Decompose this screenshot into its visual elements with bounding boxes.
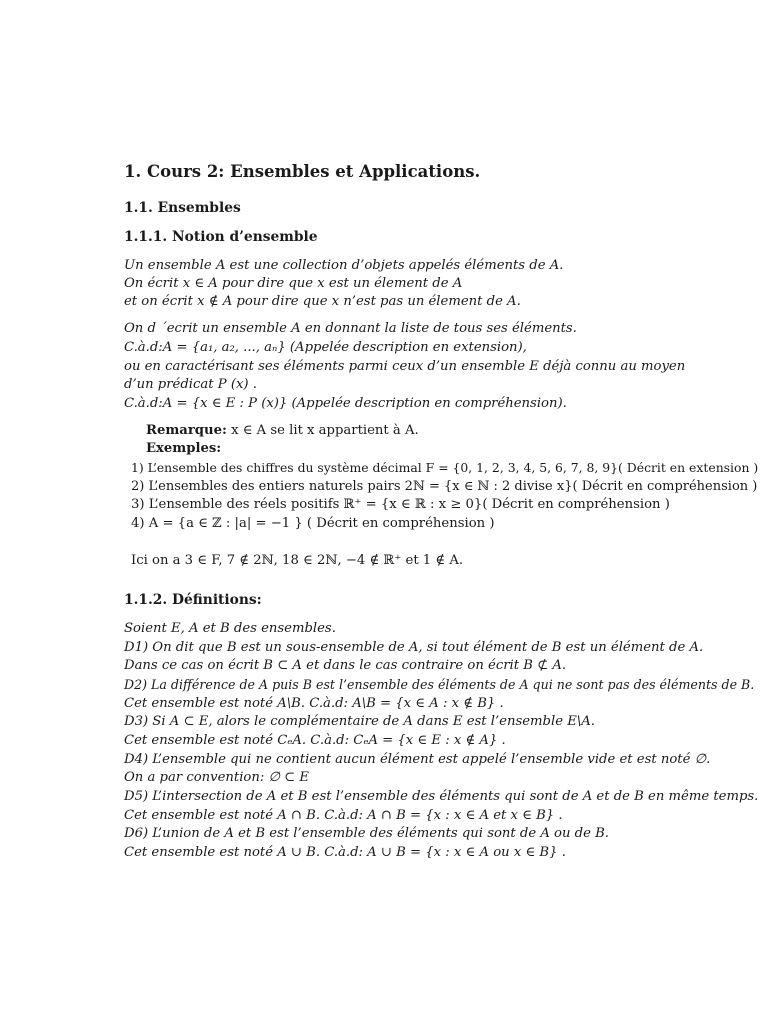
definition-line: D3) Si A ⊂ E, alors le complémentaire de A dans E est l’ensemble E\A.: [124, 714, 596, 729]
description-line: C.à.d:A = {x ∈ E : P (x)} (Appelée description en compréhension).: [124, 396, 567, 411]
definition-line: D4) L’ensemble qui ne contient aucun élément est appelé l’ensemble vide et est noté ∅.: [124, 752, 711, 767]
definition-line: D6) L’union de A et B est l’ensemble des éléments qui sont de A ou de B.: [124, 826, 609, 841]
definition-line: Cet ensemble est noté CₑA. C.à.d: CₑA = {x ∈ E : x ∉ A} .: [124, 733, 506, 748]
definition-line: Cet ensemble est noté A ∪ B. C.à.d: A ∪ B = {x : x ∈ A ou x ∈ B} .: [124, 845, 566, 860]
description-line: C.à.d:A = {a₁, a₂, ..., aₙ} (Appelée description en extension),: [124, 340, 527, 355]
description-line: ou en caractérisant ses éléments parmi ceux d’un ensemble E déjà connu au moyen: [124, 359, 686, 374]
remarque-label: Remarque:: [146, 423, 227, 438]
ici-line: Ici on a 3 ∈ F, 7 ∉ 2ℕ, 18 ∈ 2ℕ, −4 ∉ ℝ⁺ et 1 ∉ A.: [131, 553, 464, 568]
notion-line: Un ensemble A est une collection d’objets appelés éléments de A.: [124, 258, 564, 273]
exemples-label: Exemples:: [146, 441, 222, 456]
subsection-heading-definitions: 1.1.2. Définitions:: [124, 592, 262, 608]
definition-line: Dans ce cas on écrit B ⊂ A et dans le cas contraire on écrit B ⊄ A.: [124, 658, 567, 673]
section-heading: 1.1. Ensembles: [124, 200, 241, 216]
notion-line: On écrit x ∈ A pour dire que x est un élement de A: [124, 276, 463, 291]
description-line: d’un prédicat P (x) .: [124, 377, 257, 392]
definition-line: D2) La différence de A puis B est l’ensemble des éléments de A qui ne sont pas des éléments de B.: [124, 677, 755, 692]
definition-line: D5) L’intersection de A et B est l’ensemble des éléments qui sont de A et de B en même temps.: [124, 789, 759, 804]
subsection-heading-notion: 1.1.1. Notion d’ensemble: [124, 229, 318, 245]
exemple-item: 3) L’ensemble des réels positifs ℝ⁺ = {x ∈ ℝ : x ≥ 0}( Décrit en compréhension ): [131, 497, 670, 512]
exemple-item: 1) L’ensemble des chiffres du système décimal F = {0, 1, 2, 3, 4, 5, 6, 7, 8, 9}( Décrit en extension ): [131, 460, 759, 475]
definition-line: Cet ensemble est noté A\B. C.à.d: A\B = {x ∈ A : x ∉ B} .: [124, 696, 504, 711]
remarque-text: x ∈ A se lit x appartient à A.: [226, 423, 419, 438]
definition-line: On a par convention: ∅ ⊂ E: [124, 770, 310, 785]
exemple-item: 4) A = {a ∈ ℤ : |a| = −1 } ( Décrit en compréhension ): [131, 516, 495, 531]
definition-line: Soient E, A et B des ensembles.: [124, 621, 336, 636]
remarque-line: [146, 422, 419, 440]
definition-line: Cet ensemble est noté A ∩ B. C.à.d: A ∩ B = {x : x ∈ A et x ∈ B} .: [124, 808, 563, 823]
page-title: 1. Cours 2: Ensembles et Applications.: [124, 162, 481, 181]
description-line: On d ´ecrit un ensemble A en donnant la liste de tous ses éléments.: [124, 321, 577, 336]
definition-line: D1) On dit que B est un sous-ensemble de A, si tout élément de B est un élément de A.: [124, 640, 704, 655]
exemple-item: 2) L’ensembles des entiers naturels pairs 2ℕ = {x ∈ ℕ : 2 divise x}( Décrit en compréhension ): [131, 479, 758, 494]
notion-line: et on écrit x ∉ A pour dire que x n’est pas un élement de A.: [124, 294, 521, 309]
